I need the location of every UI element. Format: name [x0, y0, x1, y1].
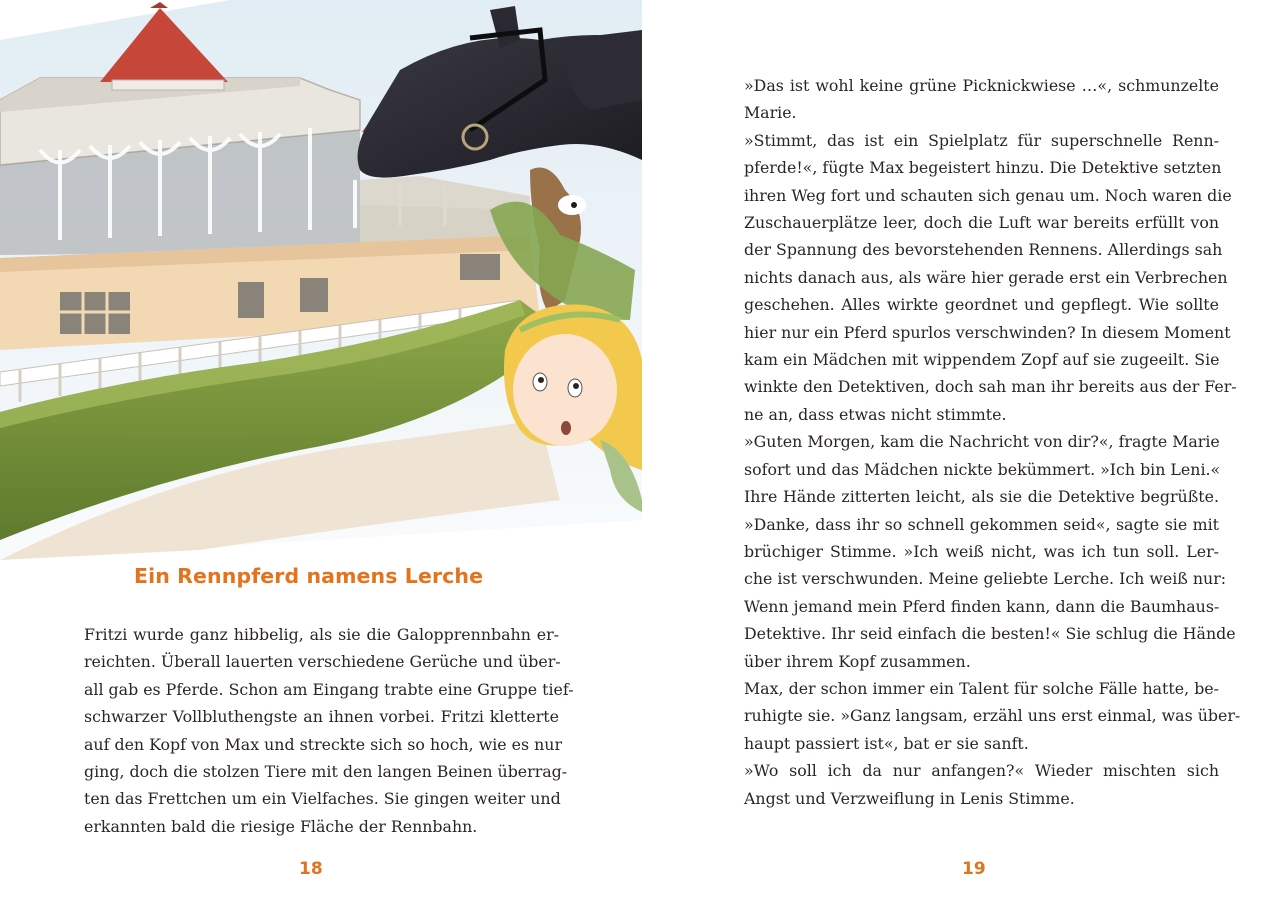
- right-page-body: [727, 72, 1241, 812]
- text-line: Angst und Verzweiflung in Lenis Stimme.: [744, 788, 1075, 808]
- text-line: nichts danach aus, als wäre hier gerade erst ein Verbrechen: [744, 267, 1228, 287]
- right-paragraph-5: [727, 757, 1219, 812]
- text-line: all gab es Pferde. Schon am Eingang trabte eine Gruppe tief-: [84, 679, 574, 699]
- text-line: brüchiger Stimme. »Ich weiß nicht, was ich tun soll. Ler-: [744, 541, 1219, 561]
- page-number-left: 18: [299, 859, 323, 879]
- text-line: »Guten Morgen, kam die Nachricht von dir?«, fragte Marie: [744, 432, 1220, 452]
- text-line: sofort und das Mädchen nickte bekümmert. »Ich bin Leni.«: [744, 459, 1221, 479]
- left-paragraph-1: [67, 621, 574, 840]
- text-line: ruhigte sie. »Ganz langsam, erzähl uns erst einmal, was über-: [744, 706, 1241, 726]
- text-line: reichten. Überall lauerten verschiedene Gerüche und über-: [84, 652, 561, 672]
- text-line: ten das Frettchen um ein Vielfaches. Sie gingen weiter und: [84, 789, 561, 809]
- text-line: ne an, dass etwas nicht stimmte.: [744, 404, 1007, 424]
- text-line: ihren Weg fort und schauten sich genau um. Noch waren die: [744, 185, 1232, 205]
- text-line: Ihre Hände zitterten leicht, als sie die Detektive begrüßte.: [744, 487, 1219, 507]
- right-paragraph-2: [727, 127, 1237, 428]
- chapter-title: Ein Rennpferd namens Lerche: [134, 564, 484, 588]
- illustration-art: [0, 0, 642, 560]
- text-line: Max, der schon immer ein Talent für solche Fälle hatte, be-: [744, 678, 1219, 698]
- left-page-body: [67, 621, 574, 840]
- text-line: »Das ist wohl keine grüne Picknickwiese …«, schmunzelte: [744, 76, 1219, 95]
- text-line: winkte den Detektiven, doch sah man ihr bereits aus der Fer-: [744, 377, 1237, 397]
- text-line: auf den Kopf von Max und streckte sich so hoch, wie es nur: [84, 734, 563, 754]
- right-paragraph-3: [727, 428, 1236, 675]
- text-line: über ihrem Kopf zusammen.: [744, 651, 971, 671]
- text-line: Wenn jemand mein Pferd finden kann, dann die Baumhaus-: [744, 596, 1220, 616]
- text-line: Marie.: [744, 103, 797, 123]
- racecourse-illustration: [0, 0, 642, 560]
- text-line: erkannten bald die riesige Fläche der Rennbahn.: [84, 816, 478, 836]
- text-line: »Danke, dass ihr so schnell gekommen seid«, sagte sie mit: [744, 514, 1219, 534]
- text-line: pferde!«, fügte Max begeistert hinzu. Die Detektive setzten: [744, 158, 1222, 178]
- text-line: hier nur ein Pferd spurlos verschwinden? In diesem Moment: [744, 322, 1231, 342]
- text-line: »Stimmt, das ist ein Spielplatz für superschnelle Renn-: [744, 130, 1219, 150]
- text-line: Zuschauerplätze leer, doch die Luft war bereits erfüllt von: [744, 213, 1219, 233]
- right-paragraph-4: [727, 675, 1241, 757]
- text-line: kam ein Mädchen mit wippendem Zopf auf sie zugeeilt. Sie: [744, 350, 1220, 370]
- text-line: ging, doch die stolzen Tiere mit den langen Beinen überrag-: [84, 762, 568, 782]
- text-line: Fritzi wurde ganz hibbelig, als sie die Galopprennbahn er-: [84, 625, 559, 644]
- text-line: »Wo soll ich da nur anfangen?« Wieder mischten sich: [744, 761, 1219, 781]
- text-line: der Spannung des bevorstehenden Rennens. Allerdings sah: [744, 240, 1223, 260]
- text-line: haupt passiert ist«, bat er sie sanft.: [744, 733, 1029, 753]
- text-line: che ist verschwunden. Meine geliebte Lerche. Ich weiß nur:: [744, 569, 1227, 589]
- right-paragraph-1: [727, 72, 1219, 127]
- text-line: Detektive. Ihr seid einfach die besten!« Sie schlug die Hände: [744, 624, 1236, 644]
- text-line: geschehen. Alles wirkte geordnet und gepflegt. Wie sollte: [744, 295, 1219, 315]
- text-line: schwarzer Vollbluthengste an ihnen vorbei. Fritzi kletterte: [84, 707, 559, 727]
- page-number-right: 19: [962, 859, 986, 879]
